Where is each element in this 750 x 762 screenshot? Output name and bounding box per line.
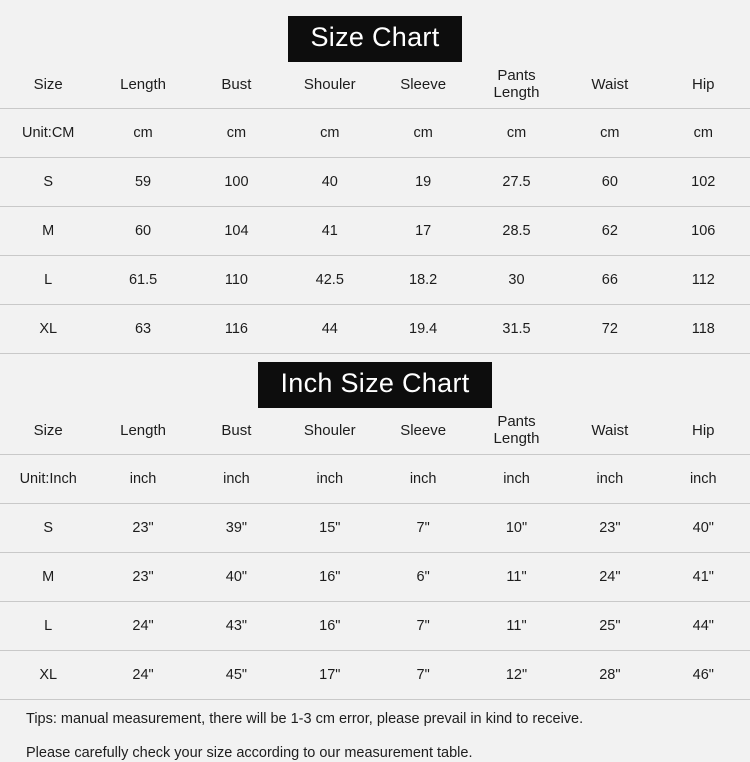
- cm-unit-pants-length: cm: [470, 109, 563, 158]
- inch-size-table: [0, 408, 750, 700]
- inch-row-m-size: M: [0, 553, 96, 602]
- cm-row-xl-bust: 116: [190, 305, 283, 354]
- tip-line-check-size: Please carefully check your size according to our measurement table.: [26, 744, 473, 761]
- inch-row-s-length: 23": [96, 504, 189, 553]
- cm-row-m-hip: 106: [657, 207, 750, 256]
- table-row: [0, 305, 750, 354]
- cm-header-pants-line1: Pants: [497, 67, 536, 85]
- cm-header-hip: Hip: [657, 62, 750, 109]
- inch-header-sleeve: Sleeve: [376, 408, 469, 455]
- cm-row-l-pants-length: 30: [470, 256, 563, 305]
- cm-row-xl-shouler: 44: [283, 305, 376, 354]
- inch-row-s-waist: 23": [563, 504, 656, 553]
- cm-row-m-waist: 62: [563, 207, 656, 256]
- cm-row-l-length: 61.5: [96, 256, 189, 305]
- cm-row-s-shouler: 40: [283, 158, 376, 207]
- inch-header-size: Size: [0, 408, 96, 455]
- inch-table-unit-row: [0, 455, 750, 504]
- inch-chart-title-banner: [0, 354, 750, 408]
- inch-row-xl-pants-length: 12": [470, 651, 563, 700]
- cm-unit-hip: cm: [657, 109, 750, 158]
- inch-unit-pants-length: inch: [470, 455, 563, 504]
- cm-header-pants-length: [470, 62, 563, 109]
- inch-row-m-pants-length: 11": [470, 553, 563, 602]
- table-row: [0, 602, 750, 651]
- cm-row-s-hip: 102: [657, 158, 750, 207]
- cm-row-l-sleeve: 18.2: [376, 256, 469, 305]
- inch-row-s-sleeve: 7": [376, 504, 469, 553]
- inch-row-m-bust: 40": [190, 553, 283, 602]
- cm-header-waist: Waist: [563, 62, 656, 109]
- inch-row-xl-hip: 46": [657, 651, 750, 700]
- table-row: [0, 553, 750, 602]
- inch-row-s-shouler: 15": [283, 504, 376, 553]
- cm-row-l-waist: 66: [563, 256, 656, 305]
- cm-header-size: Size: [0, 62, 96, 109]
- cm-chart-title-banner: [0, 0, 750, 62]
- table-row: [0, 158, 750, 207]
- inch-header-length: Length: [96, 408, 189, 455]
- inch-row-xl-size: XL: [0, 651, 96, 700]
- inch-row-l-pants-length: 11": [470, 602, 563, 651]
- inch-header-bust: Bust: [190, 408, 283, 455]
- cm-row-m-size: M: [0, 207, 96, 256]
- inch-row-l-waist: 25": [563, 602, 656, 651]
- inch-table-header-row: [0, 408, 750, 455]
- inch-header-shouler: Shouler: [283, 408, 376, 455]
- inch-row-l-shouler: 16": [283, 602, 376, 651]
- cm-size-table: [0, 62, 750, 354]
- inch-row-xl-sleeve: 7": [376, 651, 469, 700]
- cm-row-m-shouler: 41: [283, 207, 376, 256]
- table-row: [0, 256, 750, 305]
- inch-unit-shouler: inch: [283, 455, 376, 504]
- cm-table-header-row: [0, 62, 750, 109]
- inch-unit-sleeve: inch: [376, 455, 469, 504]
- inch-header-pants-line2: Length: [493, 430, 540, 447]
- cm-row-s-waist: 60: [563, 158, 656, 207]
- cm-header-sleeve: Sleeve: [376, 62, 469, 109]
- cm-header-length: Length: [96, 62, 189, 109]
- tip-line-measurement-error: Tips: manual measurement, there will be 1-3 cm error, please prevail in kind to receive.: [26, 711, 584, 727]
- inch-header-waist: Waist: [563, 408, 656, 455]
- cm-row-s-size: S: [0, 158, 96, 207]
- table-row: [0, 207, 750, 256]
- inch-row-l-sleeve: 7": [376, 602, 469, 651]
- inch-row-m-sleeve: 6": [376, 553, 469, 602]
- inch-row-m-hip: 41": [657, 553, 750, 602]
- cm-row-s-sleeve: 19: [376, 158, 469, 207]
- table-row: [0, 651, 750, 700]
- cm-table-unit-row: [0, 109, 750, 158]
- inch-row-m-waist: 24": [563, 553, 656, 602]
- inch-row-xl-bust: 45": [190, 651, 283, 700]
- cm-row-l-bust: 110: [190, 256, 283, 305]
- inch-unit-length: inch: [96, 455, 189, 504]
- inch-row-l-length: 24": [96, 602, 189, 651]
- cm-row-m-bust: 104: [190, 207, 283, 256]
- cm-unit-waist: cm: [563, 109, 656, 158]
- cm-row-m-length: 60: [96, 207, 189, 256]
- cm-row-s-bust: 100: [190, 158, 283, 207]
- inch-unit-waist: inch: [563, 455, 656, 504]
- cm-row-xl-sleeve: 19.4: [376, 305, 469, 354]
- inch-row-l-bust: 43": [190, 602, 283, 651]
- inch-row-l-size: L: [0, 602, 96, 651]
- cm-chart-title: Size Chart: [288, 16, 461, 62]
- inch-row-l-hip: 44": [657, 602, 750, 651]
- inch-row-m-shouler: 16": [283, 553, 376, 602]
- cm-unit-length: cm: [96, 109, 189, 158]
- cm-header-pants-line2: Length: [493, 84, 540, 101]
- inch-chart-title: Inch Size Chart: [258, 362, 491, 408]
- inch-row-xl-length: 24": [96, 651, 189, 700]
- cm-row-xl-pants-length: 31.5: [470, 305, 563, 354]
- cm-row-xl-waist: 72: [563, 305, 656, 354]
- inch-row-s-bust: 39": [190, 504, 283, 553]
- cm-unit-label: Unit:CM: [0, 109, 96, 158]
- cm-row-xl-size: XL: [0, 305, 96, 354]
- inch-unit-bust: inch: [190, 455, 283, 504]
- cm-header-shouler: Shouler: [283, 62, 376, 109]
- cm-unit-bust: cm: [190, 109, 283, 158]
- cm-unit-sleeve: cm: [376, 109, 469, 158]
- cm-header-bust: Bust: [190, 62, 283, 109]
- inch-row-m-length: 23": [96, 553, 189, 602]
- inch-unit-hip: inch: [657, 455, 750, 504]
- cm-row-l-shouler: 42.5: [283, 256, 376, 305]
- cm-row-s-pants-length: 27.5: [470, 158, 563, 207]
- inch-header-pants-length: [470, 408, 563, 455]
- cm-row-l-hip: 112: [657, 256, 750, 305]
- cm-row-s-length: 59: [96, 158, 189, 207]
- inch-row-xl-waist: 28": [563, 651, 656, 700]
- inch-unit-label: Unit:Inch: [0, 455, 96, 504]
- cm-unit-shouler: cm: [283, 109, 376, 158]
- inch-header-pants-line1: Pants: [497, 413, 536, 431]
- table-row: [0, 504, 750, 553]
- inch-row-s-pants-length: 10": [470, 504, 563, 553]
- inch-row-xl-shouler: 17": [283, 651, 376, 700]
- cm-row-xl-length: 63: [96, 305, 189, 354]
- cm-row-xl-hip: 118: [657, 305, 750, 354]
- cm-row-m-sleeve: 17: [376, 207, 469, 256]
- inch-row-s-size: S: [0, 504, 96, 553]
- cm-row-m-pants-length: 28.5: [470, 207, 563, 256]
- cm-row-l-size: L: [0, 256, 96, 305]
- tips-section: [0, 700, 750, 762]
- inch-header-hip: Hip: [657, 408, 750, 455]
- inch-row-s-hip: 40": [657, 504, 750, 553]
